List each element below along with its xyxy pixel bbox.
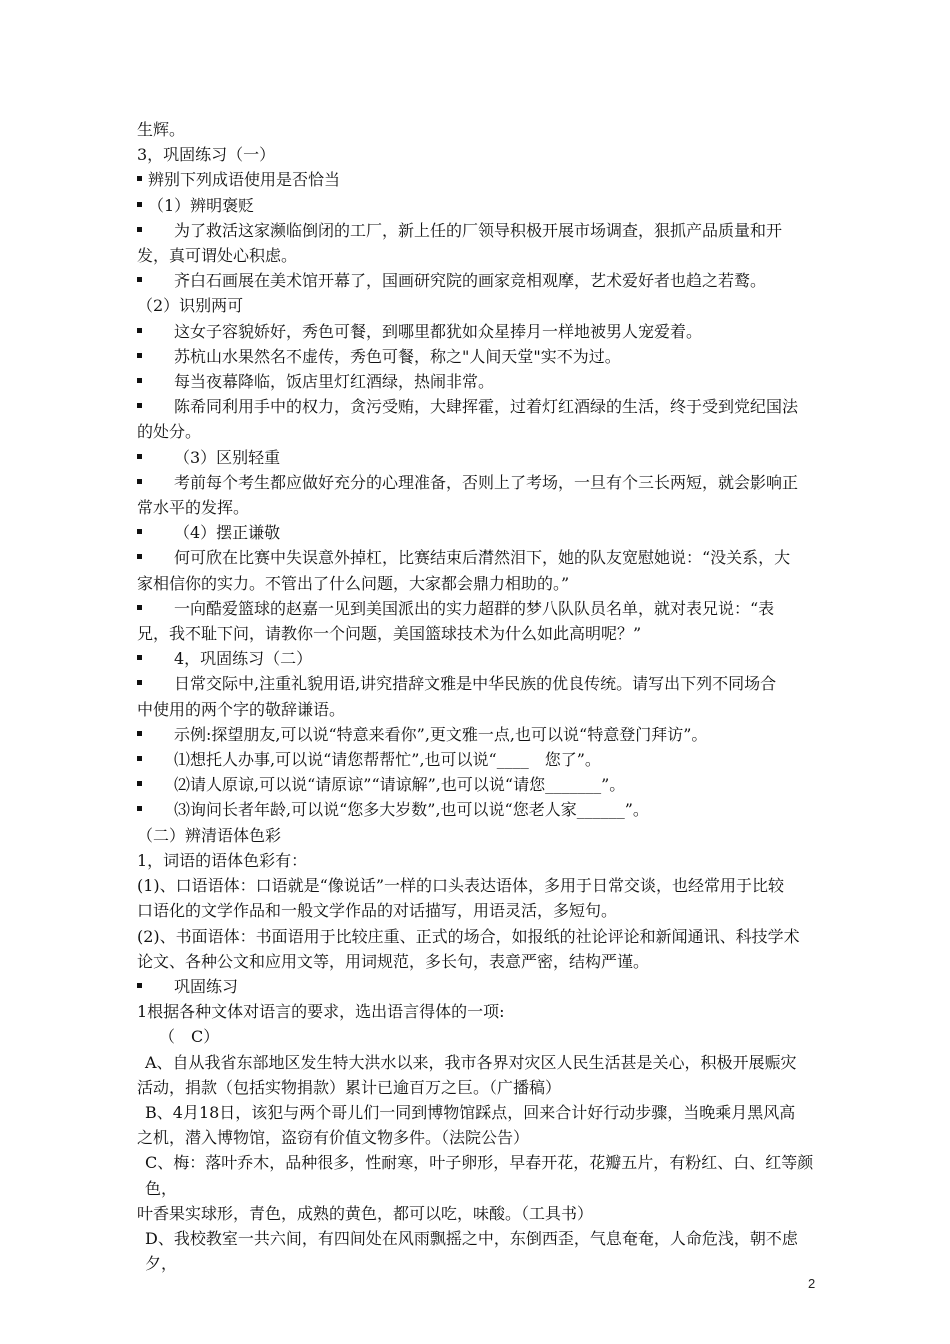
bullet-line: （4）摆正谦敬 bbox=[137, 520, 817, 545]
bullet-line: 一向酷爱篮球的赵嘉一见到美国派出的实力超群的梦八队队员名单，就对表兄说：“表 bbox=[137, 596, 817, 621]
bullet-icon bbox=[137, 454, 142, 459]
section-heading: （二）辨清语体色彩 bbox=[137, 825, 282, 845]
bullet-line: 苏杭山水果然名不虚传，秀色可餐，称之"人间天堂"实不为过。 bbox=[137, 344, 817, 369]
bullet-line: 陈希同利用手中的权力，贪污受贿，大肆挥霍，过着灯红酒绿的生活，终于受到党纪国法 bbox=[137, 394, 817, 419]
bullet-line: 示例:探望朋友,可以说“特意来看你”,更文雅一点,也可以说“特意登门拜访”。 bbox=[137, 722, 817, 747]
text-line: 口语化的文学作品和一般文学作品的对话描写，用语灵活，多短句。 bbox=[137, 901, 618, 921]
bullet-icon bbox=[137, 605, 142, 610]
bullet-line: ⑴想托人办事,可以说“请您帮帮忙”,也可以说“____ 您了”。 bbox=[137, 747, 817, 772]
bullet-line: ⑵请人原谅,可以说“请原谅”“请谅解”,也可以说“请您_______”。 bbox=[137, 772, 817, 797]
bullet-line: 日常交际中,注重礼貌用语,讲究措辞文雅是中华民族的优良传统。请写出下列不同场合 bbox=[137, 671, 817, 696]
text-line: 之机，潜入博物馆，盗窃有价值文物多件。（法院公告） bbox=[137, 1128, 530, 1148]
bullet-line: （3）区别轻重 bbox=[137, 445, 817, 470]
bullet-icon bbox=[137, 529, 142, 534]
bullet-line: （1）辨明褒贬 bbox=[137, 193, 817, 218]
bullet-icon bbox=[137, 756, 142, 761]
bullet-icon bbox=[137, 554, 142, 559]
answer-choice: （ C） bbox=[159, 1027, 220, 1047]
bullet-line: 这女子容貌娇好，秀色可餐，到哪里都犹如众星捧月一样地被男人宠爱着。 bbox=[137, 319, 817, 344]
bullet-icon bbox=[137, 277, 142, 282]
bullet-line: 为了救活这家濒临倒闭的工厂，新上任的厂领导积极开展市场调查，狠抓产品质量和开 bbox=[137, 218, 817, 243]
text-line: 家相信你的实力。不管出了什么问题，大家都会鼎力相助的。” bbox=[137, 573, 570, 593]
bullet-icon bbox=[137, 176, 142, 181]
text-line: (2)、书面语体：书面语用于比较庄重、正式的场合，如报纸的社论评论和新闻通讯、科技学术 bbox=[137, 926, 800, 946]
text-line: 的处分。 bbox=[137, 422, 202, 442]
option-c: C、梅：落叶乔木，品种很多，性耐寒，叶子卵形，早春开花，花瓣五片，有粉红、白、红等颜色， bbox=[145, 1153, 814, 1198]
text-line: 叶香果实球形，青色，成熟的黄色，都可以吃，味酸。（工具书） bbox=[137, 1203, 594, 1223]
text-line: 生辉。 bbox=[137, 120, 186, 139]
text-line: （2）识别两可 bbox=[137, 296, 244, 316]
text-line: 活动，捐款（包括实物捐款）累计已逾百万之巨。（广播稿） bbox=[137, 1077, 562, 1097]
text-line: 兄，我不耻下问，请教你一个问题，美国篮球技术为什么如此高明呢？” bbox=[137, 624, 642, 644]
text-line: 1，词语的语体色彩有： bbox=[137, 850, 308, 870]
bullet-icon bbox=[137, 781, 142, 786]
bullet-icon bbox=[137, 680, 142, 685]
text-line: (1)、口语语体：口语就是“像说话”一样的口头表达语体，多用于日常交谈，也经常用于比较 bbox=[137, 876, 785, 896]
question-stem: 1根据各种文体对语言的要求，选出语言得体的一项: bbox=[137, 1002, 505, 1022]
bullet-icon bbox=[137, 806, 142, 811]
bullet-icon bbox=[137, 353, 142, 358]
bullet-icon bbox=[137, 655, 142, 660]
bullet-icon bbox=[137, 403, 142, 408]
bullet-line: 考前每个考生都应做好充分的心理准备，否则上了考场，一旦有个三长两短，就会影响正 bbox=[137, 470, 817, 495]
bullet-icon bbox=[137, 202, 142, 207]
bullet-icon bbox=[137, 479, 142, 484]
bullet-line: ⑶询问长者年龄,可以说“您多大岁数”,也可以说“您老人家______”。 bbox=[137, 797, 817, 822]
bullet-icon bbox=[137, 227, 142, 232]
option-d: D、我校教室一共六间，有四间处在风雨飘摇之中，东倒西歪，气息奄奄，人命危浅，朝不虑夕， bbox=[145, 1228, 798, 1274]
bullet-line: 4，巩固练习（二） bbox=[137, 646, 817, 671]
bullet-icon bbox=[137, 378, 142, 383]
bullet-line: 巩固练习 bbox=[137, 974, 817, 999]
bullet-line: 辨别下列成语使用是否恰当 bbox=[137, 167, 817, 192]
bullet-line: 每当夜幕降临，饭店里灯红酒绿，热闹非常。 bbox=[137, 369, 817, 394]
bullet-icon bbox=[137, 328, 142, 333]
bullet-line: 何可欣在比赛中失误意外掉杠，比赛结束后潸然泪下，她的队友宽慰她说：“没关系，大 bbox=[137, 545, 817, 570]
text-line: 中使用的两个字的敬辞谦语。 bbox=[137, 699, 346, 719]
bullet-icon bbox=[137, 983, 142, 988]
bullet-line: 齐白石画展在美术馆开幕了，国画研究院的画家竞相观摩，艺术爱好者也趋之若鹜。 bbox=[137, 268, 817, 293]
bullet-icon bbox=[137, 731, 142, 736]
text-line: 常水平的发挥。 bbox=[137, 498, 250, 518]
option-b: B、4月18日，该犯与两个哥儿们一同到博物馆踩点，回来合计好行动步骤，当晚乘月黑风高 bbox=[145, 1102, 796, 1122]
page-number: 2 bbox=[808, 1276, 816, 1291]
option-a: A、自从我省东部地区发生特大洪水以来，我市各界对灾区人民生活甚是关心，积极开展赈灾 bbox=[145, 1052, 797, 1072]
text-line: 论文、各种公文和应用文等，用词规范，多长句，表意严密，结构严谨。 bbox=[137, 951, 650, 971]
page-body bbox=[137, 117, 817, 1276]
text-line: 3，巩固练习（一） bbox=[137, 145, 276, 165]
text-line: 发，真可谓处心积虑。 bbox=[137, 246, 298, 266]
